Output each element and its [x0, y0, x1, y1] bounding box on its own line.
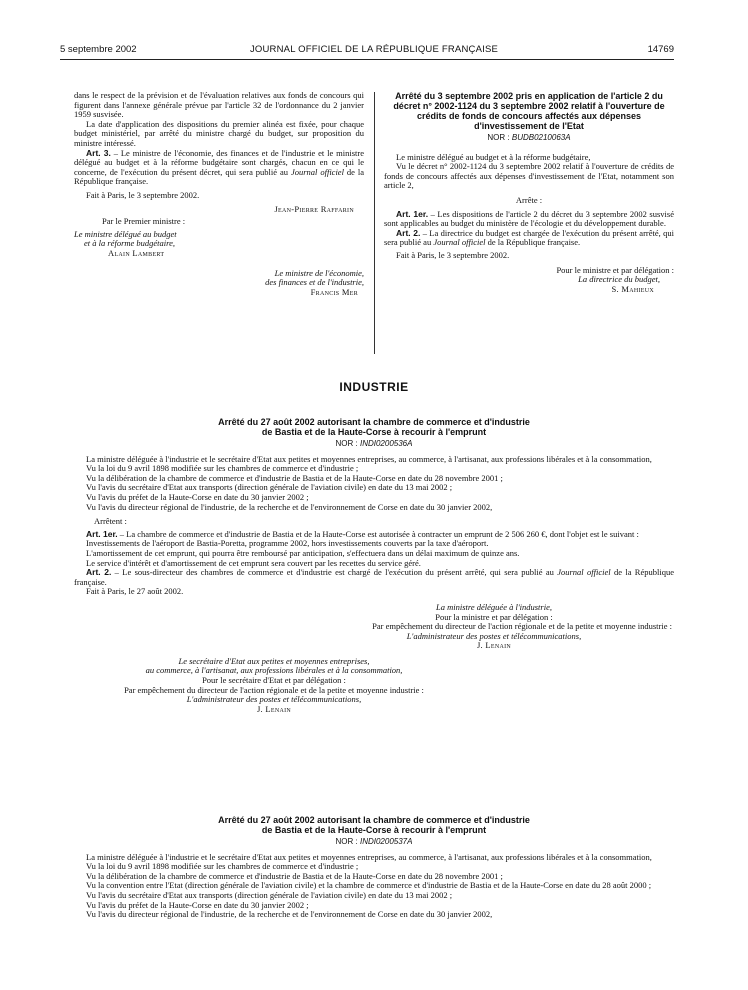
section-title-industrie: INDUSTRIE: [339, 380, 409, 394]
arrete-536: [74, 417, 674, 714]
nor-537-label: NOR :: [335, 837, 360, 846]
sig-secretaire-title-1-text: Le secrétaire d'Etat aux petites et moyennes entreprises,: [178, 655, 370, 666]
arrete-537-vu-4: Vu l'avis du secrétaire d'Etat aux transports (direction générale de l'aviation civile) en date du 13 mai 2002 ;: [86, 889, 453, 900]
left-paragraph-2: La date d'application des dispositions du premier alinéa est fixée, pour chaque budget ministériel, par arrêté du ministre chargé du budget, sur proposition du ministre intéressé.: [74, 118, 364, 148]
running-header: [60, 44, 674, 58]
column-divider: [374, 92, 375, 354]
left-fait: Fait à Paris, le 3 septembre 2002.: [86, 189, 200, 200]
arrete-536-vu-4: Vu l'avis du préfet de la Haute-Corse en date du 30 janvier 2002 ;: [86, 491, 309, 502]
article-3-label: Art. 3.: [86, 147, 111, 158]
arrete-537-vu-2: Vu la délibération de la chambre de commerce et d'industrie de Bastia et de la Haute-Corse en date du 28 novembre 2001 ;: [86, 870, 503, 881]
header-journal-title: JOURNAL OFFICIEL DE LA RÉPUBLIQUE FRANÇAISE: [249, 44, 499, 55]
arrete-536-vu-2: Vu la délibération de la chambre de commerce et d'industrie de Bastia et de la Haute-Corse en date du 28 novembre 2001 ;: [86, 472, 503, 483]
sig-ministre-pour: Pour la ministre et par délégation :: [435, 611, 553, 622]
right-article-1-label: Art. 1er.: [396, 208, 429, 219]
sig-secretaire-lenain: J. Lenain: [256, 703, 292, 714]
arrete-536-vu-5: Vu l'avis du directeur régional de l'industrie, de la recherche et de l'environnement de Corse en date du 30 janvier 2002,: [86, 501, 493, 512]
right-fait: Fait à Paris, le 3 septembre 2002.: [396, 249, 510, 260]
arrete-536-title-1: Arrêté du 27 août 2002 autorisant la chambre de commerce et d'industrie: [218, 417, 530, 427]
article-3-jo: Journal officiel: [290, 166, 344, 177]
left-column: [74, 91, 364, 297]
arrete-3-septembre-title: Arrêté du 3 septembre 2002 pris en application de l'article 2 du décret n° 2002-1124 du 3 septembre 2002 relatif à l'ouverture de crédits de fonds de concours affectés aux dépenses d'investissement de l'Etat: [393, 91, 665, 131]
arrete-536-article-2-text: – Le sous-directeur des chambres de commerce et d'industrie est chargé de l'exécution du présent arrêté, qui sera publié au: [111, 567, 558, 578]
ministre-delegue-text-1: Le ministre délégué au budget: [74, 228, 177, 239]
header-date: 5 septembre 2002: [60, 44, 137, 55]
article-3-end: de la République française.: [74, 166, 364, 187]
sig-secretaire-empechement: Par empêchement du directeur de l'action régionale et de la petite et moyenne industrie :: [124, 684, 424, 695]
nor-537: [74, 837, 674, 847]
right-paragraph-2: Vu le décret n° 2002-1124 du 3 septembre 2002 relatif à l'ouverture de crédits de fonds de concours affectés aux dépenses d'investissement de l'Etat, notamment son article 2,: [384, 161, 674, 191]
right-article-1: [384, 210, 674, 229]
ministre-delegue-text-2: et à la réforme budgétaire,: [84, 238, 176, 249]
sig-ministre-empechement: Par empêchement du directeur de l'action régionale et de la petite et moyenne industrie :: [372, 621, 672, 632]
arrete-537-title-1: Arrêté du 27 août 2002 autorisant la chambre de commerce et d'industrie: [218, 815, 530, 825]
arrete-536-article-2-jo: Journal officiel: [557, 567, 611, 578]
arrete-537-vu-5: Vu l'avis du préfet de la Haute-Corse en date du 30 janvier 2002 ;: [86, 899, 309, 910]
signature-mer: Francis Mer: [310, 286, 358, 297]
arrete-537-title-2: de Bastia et de la Haute-Corse à recourir à l'emprunt: [261, 825, 487, 835]
nor-536-code: INDI0200536A: [359, 439, 413, 448]
arrete-537-preamble: La ministre déléguée à l'industrie et le secrétaire d'Etat aux petites et moyennes entreprises, au commerce, à l'artisanat, aux professions libérales et à la consommation,: [86, 851, 652, 862]
right-column: [384, 91, 674, 294]
sig-ministre-lenain: J. Lenain: [476, 640, 512, 651]
arretent-heading: Arrêtent :: [94, 516, 127, 527]
sig-ministre-title-text: La ministre déléguée à l'industrie,: [435, 601, 552, 612]
right-article-2-jo: Journal officiel: [433, 237, 486, 248]
sig-secretaire-title-2-text: au commerce, à l'artisanat, aux professions libérales et à la consommation,: [145, 665, 403, 676]
sig-secretaire-admin-text: L'administrateur des postes et télécommunications,: [186, 694, 362, 705]
arrete-536-article-2-label: Art. 2.: [86, 567, 112, 578]
arrete-537-vu-3: Vu la convention entre l'Etat (direction générale de l'aviation civile) et la chambre de commerce et d'industrie de Bastia et de la Haute-Corse en date du 28 août 2000 ;: [86, 880, 652, 891]
right-article-2-text: – La directrice du budget est chargée de l'exécution du présent arrêté, qui sera publié au: [384, 227, 674, 248]
arrete-537: [74, 815, 674, 920]
arrete-536-vu-3: Vu l'avis du secrétaire d'Etat aux transports (direction générale de l'aviation civile) en date du 13 mai 2002 ;: [86, 482, 453, 493]
header-rule: [60, 59, 674, 60]
right-article-2-end: de la République française.: [485, 237, 581, 248]
arrete-536-title-2: de Bastia et de la Haute-Corse à recourir à l'emprunt: [261, 427, 487, 437]
arrete-heading: Arrête :: [515, 194, 543, 205]
arrete-536-article-2: [74, 568, 674, 587]
arrete-536-article-1-text: – La chambre de commerce et d'industrie de Bastia et de la Haute-Corse est autorisée à contracter un emprunt de 2 506 260 €, dont l'objet est le suivant :: [117, 528, 639, 539]
ministre-economie-text-2: des finances et de l'industrie,: [265, 277, 364, 288]
arrete-537-vu-6: Vu l'avis du directeur régional de l'industrie, de la recherche et de l'environnement de Corse en date du 30 janvier 2002,: [86, 909, 493, 920]
signature-mahieux: S. Mahieux: [611, 283, 654, 294]
arrete-536-fait: Fait à Paris, le 27 août 2002.: [86, 586, 184, 597]
sig-ministre-admin-text: L'administrateur des postes et télécommunications,: [406, 630, 582, 641]
arrete-536-amortissement: L'amortissement de cet emprunt, qui pourra être remboursé par anticipation, s'effectuera dans un délai maximum de quinze ans.: [86, 547, 520, 558]
arrete-536-article-1-label: Art. 1er.: [86, 528, 118, 539]
article-3-text: – Le ministre de l'économie, des finances et de l'industrie et le ministre délégué au budget et à la réforme budgétaire sont chargés, chacun en ce qui le concerne, de l'exécution du présent décret, qui sera publié au: [74, 147, 364, 177]
right-pour-le-ministre: Pour le ministre et par délégation :: [556, 264, 674, 275]
arrete-536-article-2-end: de la République française.: [74, 567, 675, 587]
nor-budb: [384, 133, 674, 143]
left-paragraph-1: dans le respect de la prévision et de l'évaluation relatives aux fonds de concours qui figurent dans l'annexe générale prévue par l'article 32 de l'ordonnance du 2 janvier 1959 susvisée.: [74, 90, 364, 120]
nor-536: [74, 439, 674, 449]
par-le-premier-ministre: Par le Premier ministre :: [102, 216, 186, 227]
arrete-537-vu-1: Vu la loi du 9 avril 1898 modifiée sur les chambres de commerce et d'industrie ;: [86, 861, 359, 872]
ministre-economie-text-1: Le ministre de l'économie,: [274, 267, 364, 278]
signature-raffarin: Jean-Pierre Raffarin: [274, 203, 354, 214]
signature-block-secretaire: [74, 657, 474, 715]
nor-label: NOR :: [487, 133, 512, 142]
right-article-2: [384, 229, 674, 248]
article-3: [74, 149, 364, 187]
arrete-536-preamble: La ministre déléguée à l'industrie et le secrétaire d'Etat aux petites et moyennes entreprises, au commerce, à l'artisanat, aux professions libérales et à la consommation,: [86, 453, 652, 464]
nor-537-code: INDI0200537A: [359, 837, 413, 846]
arrete-536-vu-1: Vu la loi du 9 avril 1898 modifiée sur les chambres de commerce et d'industrie ;: [86, 463, 359, 474]
arrete-536-investissements: Investissements de l'aéroport de Bastia-Poretta, programme 2002, hors investissements couverts par la taxe d'aéroport.: [86, 538, 489, 549]
signature-lambert: Alain Lambert: [108, 247, 165, 258]
right-article-2-label: Art. 2.: [396, 227, 421, 238]
signature-block-ministre: [314, 603, 674, 622]
right-paragraph-1: Le ministre délégué au budget et à la réforme budgétaire,: [396, 151, 591, 162]
signature-block-ministre-admin: [314, 632, 674, 651]
sig-secretaire-pour: Pour le secrétaire d'Etat et par délégation :: [202, 675, 346, 686]
arrete-536-service: Le service d'intérêt et d'amortissement de cet emprunt sera couvert par les recettes du service géré.: [86, 557, 421, 568]
nor-536-label: NOR :: [335, 439, 360, 448]
right-directrice-text: La directrice du budget,: [578, 274, 660, 285]
nor-code: BUDB0210063A: [511, 133, 571, 142]
header-page-number: 14769: [647, 44, 674, 55]
right-article-1-text: – Les dispositions de l'article 2 du décret du 3 septembre 2002 susvisé sont applicables au budget du ministère de l'écologie et du développement durable.: [384, 208, 674, 229]
